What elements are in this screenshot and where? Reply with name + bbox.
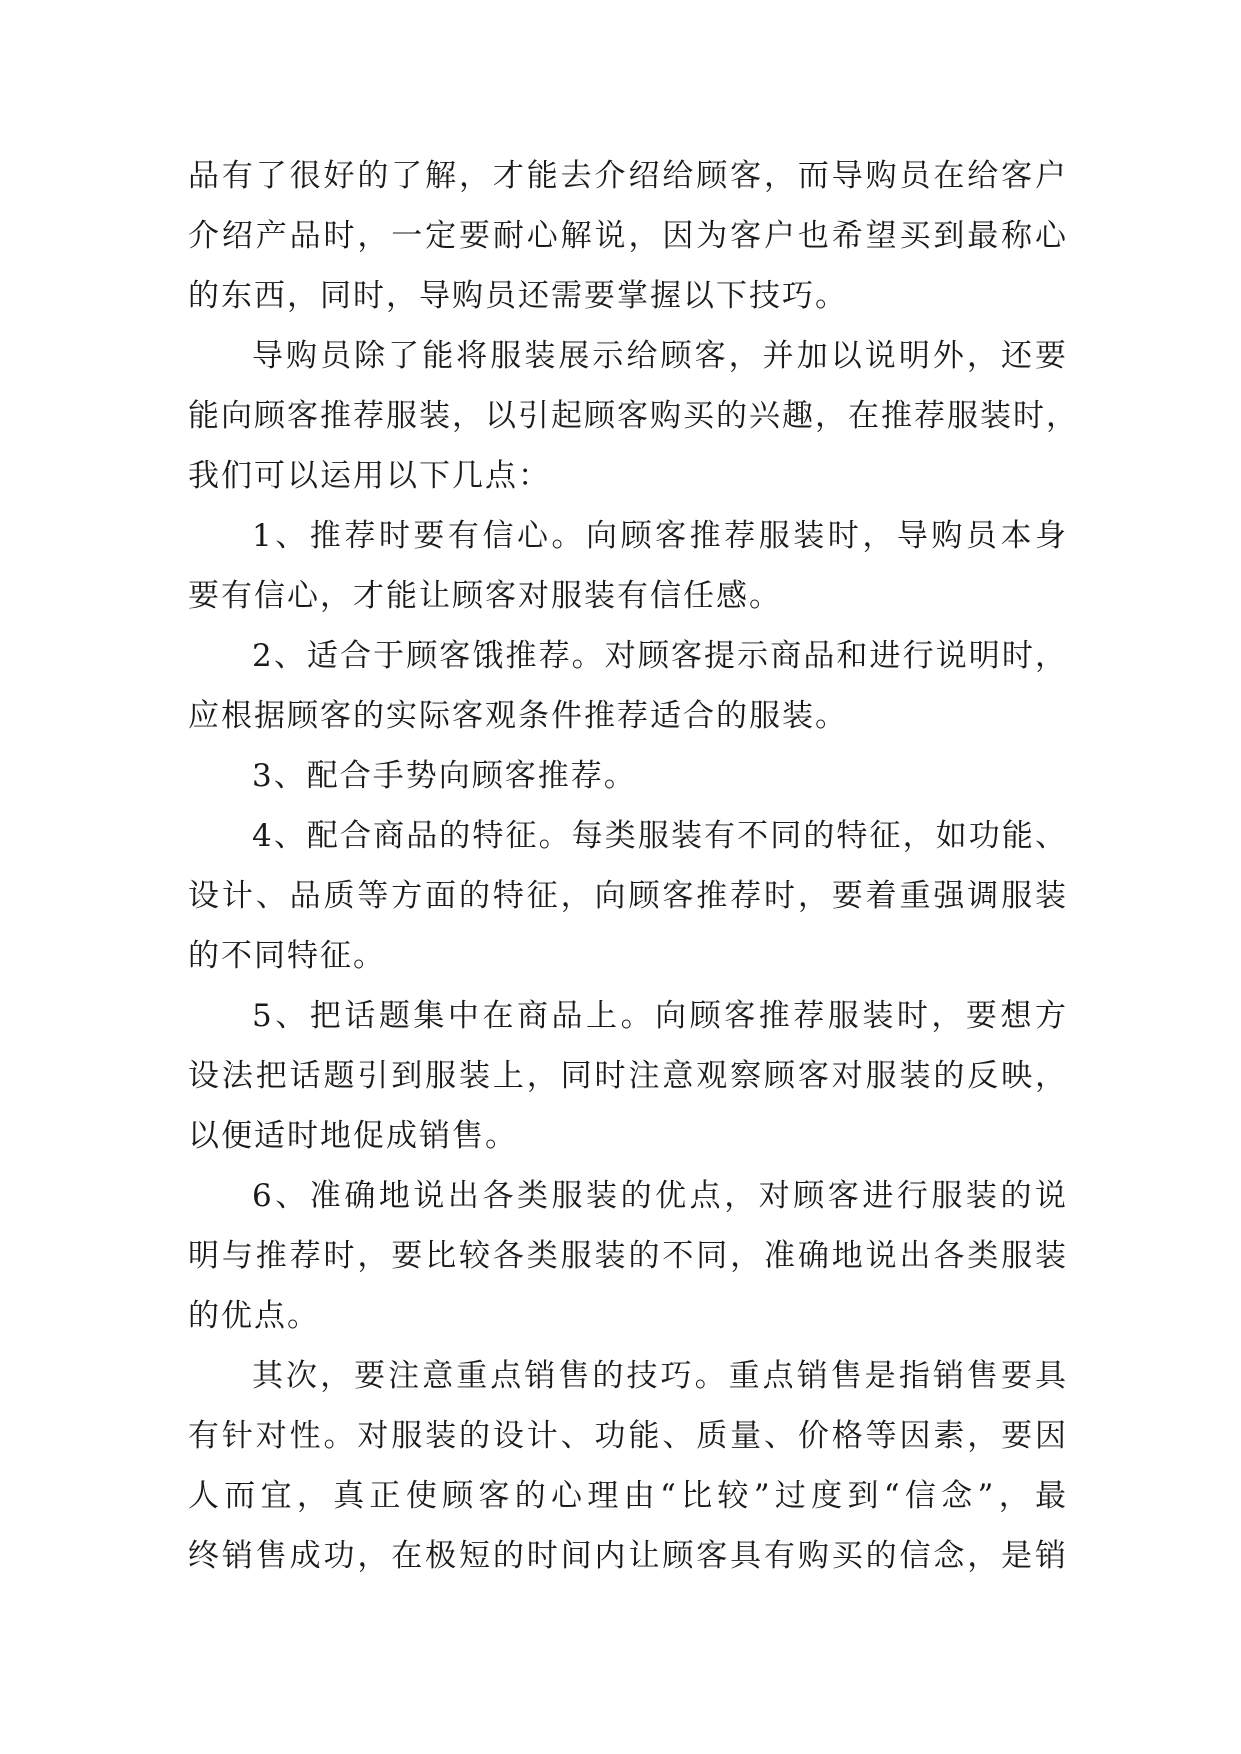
text-line: 应根据顾客的实际客观条件推荐适合的服装。: [188, 698, 848, 734]
text-line: 其次，要注意重点销售的技巧。重点销售是指销售要具: [252, 1358, 1068, 1394]
text-line: 的不同特征。: [188, 938, 386, 974]
text-line: 5、把话题集中在商品上。向顾客推荐服装时，要想方: [252, 998, 1068, 1034]
text-line: 4、配合商品的特征。每类服装有不同的特征，如功能、: [252, 818, 1068, 854]
text-line: 品有了很好的了解，才能去介绍给顾客，而导购员在给客户: [188, 158, 1068, 194]
text-line: 终销售成功，在极短的时间内让顾客具有购买的信念，是销: [188, 1538, 1068, 1574]
text-line: 的优点。: [188, 1298, 320, 1334]
text-line: 有针对性。对服装的设计、功能、质量、价格等因素，要因: [188, 1418, 1068, 1454]
text-line: 2、适合于顾客饿推荐。对顾客提示商品和进行说明时，: [252, 638, 1068, 674]
text-line: 的东西，同时，导购员还需要掌握以下技巧。: [188, 278, 848, 314]
text-line: 导购员除了能将服装展示给顾客，并加以说明外，还要: [252, 338, 1068, 374]
text-line: 我们可以运用以下几点：: [188, 458, 551, 494]
text-line: 设计、品质等方面的特征，向顾客推荐时，要着重强调服装: [188, 878, 1068, 914]
document-page: [188, 146, 1079, 1586]
text-line: 6、准确地说出各类服装的优点，对顾客进行服装的说: [252, 1178, 1068, 1214]
text-line: 介绍产品时，一定要耐心解说，因为客户也希望买到最称心: [188, 218, 1068, 254]
text-line: 设法把话题引到服装上，同时注意观察顾客对服装的反映，: [188, 1058, 1068, 1094]
text-line: 1、推荐时要有信心。向顾客推荐服装时，导购员本身: [252, 518, 1068, 554]
text-line: 3、配合手势向顾客推荐。: [252, 758, 637, 794]
text-line: 要有信心，才能让顾客对服装有信任感。: [188, 578, 782, 614]
text-line: 以便适时地促成销售。: [188, 1118, 518, 1154]
text-line: 人而宜，真正使顾客的心理由“比较”过度到“信念”，最: [188, 1478, 1068, 1514]
text-line: 明与推荐时，要比较各类服装的不同，准确地说出各类服装: [188, 1238, 1068, 1274]
text-line: 能向顾客推荐服装，以引起顾客购买的兴趣，在推荐服装时，: [188, 398, 1079, 434]
